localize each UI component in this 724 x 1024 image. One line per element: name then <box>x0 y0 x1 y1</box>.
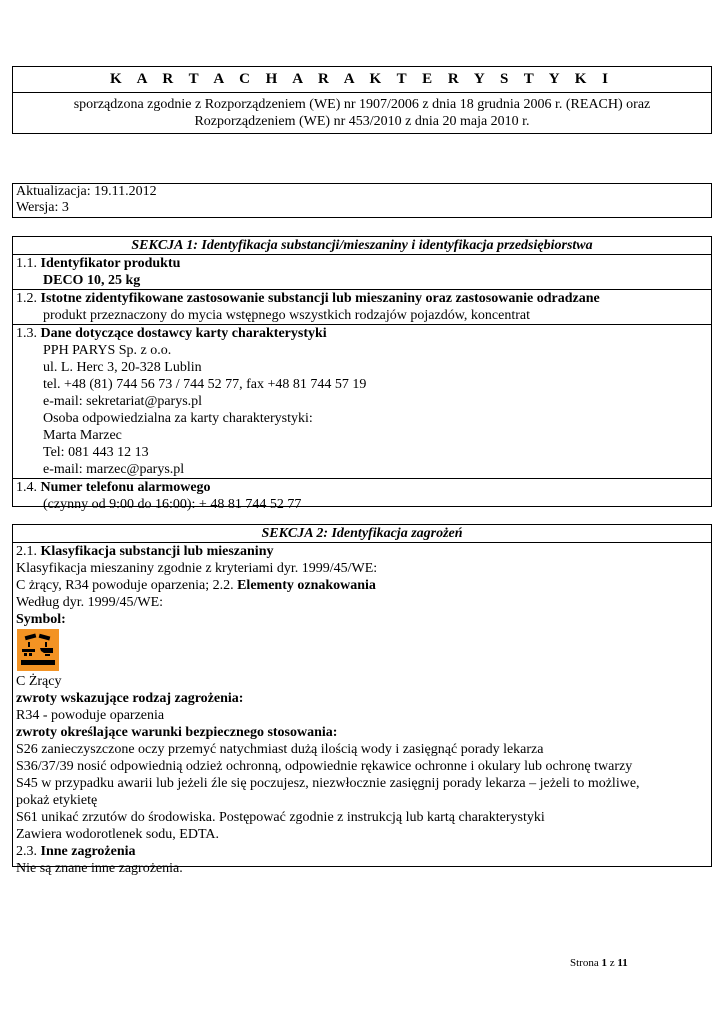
classification-value: C żrący, R34 powoduje oparzenia; 2.2. <box>16 578 234 593</box>
row-1-1-heading: Identyfikator produktu <box>40 256 181 271</box>
page-label: Strona <box>570 957 599 969</box>
row-1-2 <box>13 290 711 325</box>
responsible-person-phone: Tel: 081 443 12 13 <box>43 445 149 460</box>
contains-text: Zawiera wodorotlenek sodu, EDTA. <box>16 827 219 842</box>
version-box <box>12 183 712 218</box>
labelling-heading: Elementy oznakowania <box>237 578 376 593</box>
row-1-2-heading: Istotne zidentyfikowane zastosowanie substancji lub mieszaniny oraz zastosowanie odradzane <box>40 291 600 306</box>
update-date: Aktualizacja: 19.11.2012 <box>16 184 157 199</box>
page-of: z <box>609 957 615 969</box>
other-hazards: Nie są znane inne zagrożenia. <box>16 861 183 876</box>
safety-phrase-s45: S45 w przypadku awarii lub jeżeli źle się poczujesz, niezwłocznie zasięgnij porady lekarza – jeżeli to możliwe, <box>16 776 640 791</box>
document-title-box <box>12 66 712 134</box>
page-number <box>570 956 650 970</box>
row-1-3 <box>13 325 711 479</box>
section-1 <box>12 236 712 512</box>
row-1-3-number: 1.3. <box>16 326 37 341</box>
row-1-1 <box>13 255 711 290</box>
row-1-1-number: 1.1. <box>16 256 37 271</box>
directive-text: Według dyr. 1999/45/WE: <box>16 595 164 610</box>
page-current: 1 <box>601 957 607 969</box>
safety-phrase-s45-cont: pokaż etykietę <box>16 793 98 808</box>
subtitle-line-2: Rozporządzeniem (WE) nr 453/2010 z dnia 20 maja 2010 r. <box>194 114 530 129</box>
document-subtitle <box>13 93 711 130</box>
safety-phrase-s26: S26 zanieczyszczone oczy przemyć natychmiast dużą ilością wody i zasięgnąć porady lekarza <box>16 742 544 757</box>
symbol-label: Symbol: <box>16 612 66 627</box>
row-1-4-heading: Numer telefonu alarmowego <box>40 480 211 495</box>
row-2-3-number: 2.3. <box>16 844 37 859</box>
row-1-4 <box>13 479 711 513</box>
supplier-name: PPH PARYS Sp. z o.o. <box>43 343 172 358</box>
supplier-email[interactable]: e-mail: sekretariat@parys.pl <box>43 394 203 409</box>
section-2 <box>12 524 712 876</box>
safety-phrases-heading: zwroty określające warunki bezpiecznego stosowania: <box>16 725 338 740</box>
version-number: Wersja: 3 <box>16 200 69 215</box>
product-use: produkt przeznaczony do mycia wstępnego wszystkich rodzajów pojazdów, koncentrat <box>43 308 530 323</box>
responsible-person-label: Osoba odpowiedzialna za karty charakterystyki: <box>43 411 313 426</box>
page-total: 11 <box>617 957 628 969</box>
safety-phrase-s61: S61 unikać zrzutów do środowiska. Postępować zgodnie z instrukcją lub kartą charakterystyki <box>16 810 545 825</box>
row-2-3-heading: Inne zagrożenia <box>40 844 136 859</box>
classification-text: Klasyfikacja mieszaniny zgodnie z kryteriami dyr. 1999/45/WE: <box>16 561 378 576</box>
section-1-title: SEKCJA 1: Identyfikacja substancji/mieszaniny i identyfikacja przedsiębiorstwa <box>13 237 711 255</box>
symbol-meaning: C Żrący <box>16 674 62 689</box>
product-name: DECO 10, 25 kg <box>43 273 141 288</box>
section-2-title: SEKCJA 2: Identyfikacja zagrożeń <box>13 525 711 543</box>
row-1-2-number: 1.2. <box>16 291 37 306</box>
supplier-address: ul. L. Herc 3, 20-328 Lublin <box>43 360 202 375</box>
responsible-person-name: Marta Marzec <box>43 428 122 443</box>
row-2-1-heading: Klasyfikacja substancji lub mieszaniny <box>40 544 274 559</box>
risk-phrases-heading: zwroty wskazujące rodzaj zagrożenia: <box>16 691 244 706</box>
row-2-1-number: 2.1. <box>16 544 37 559</box>
section-2-body <box>13 543 711 877</box>
safety-phrase-s36: S36/37/39 nosić odpowiednią odzież ochronną, odpowiednie rękawice ochronne i okulary lub ochronę twarzy <box>16 759 633 774</box>
supplier-phone: tel. +48 (81) 744 56 73 / 744 52 77, fax +48 81 744 57 19 <box>43 377 367 392</box>
emergency-phone: (czynny od 9:00 do 16:00): + 48 81 744 52 77 <box>43 497 302 512</box>
row-1-4-number: 1.4. <box>16 480 37 495</box>
corrosive-icon <box>17 629 59 671</box>
document-title: K A R T A C H A R A K T E R Y S T Y K I <box>13 67 711 93</box>
risk-phrase-r34: R34 - powoduje oparzenia <box>16 708 165 723</box>
subtitle-line-1: sporządzona zgodnie z Rozporządzeniem (WE) nr 1907/2006 z dnia 18 grudnia 2006 r. (REACH) oraz <box>73 97 651 112</box>
row-1-3-heading: Dane dotyczące dostawcy karty charakterystyki <box>40 326 327 341</box>
responsible-person-email[interactable]: e-mail: marzec@parys.pl <box>43 462 185 477</box>
